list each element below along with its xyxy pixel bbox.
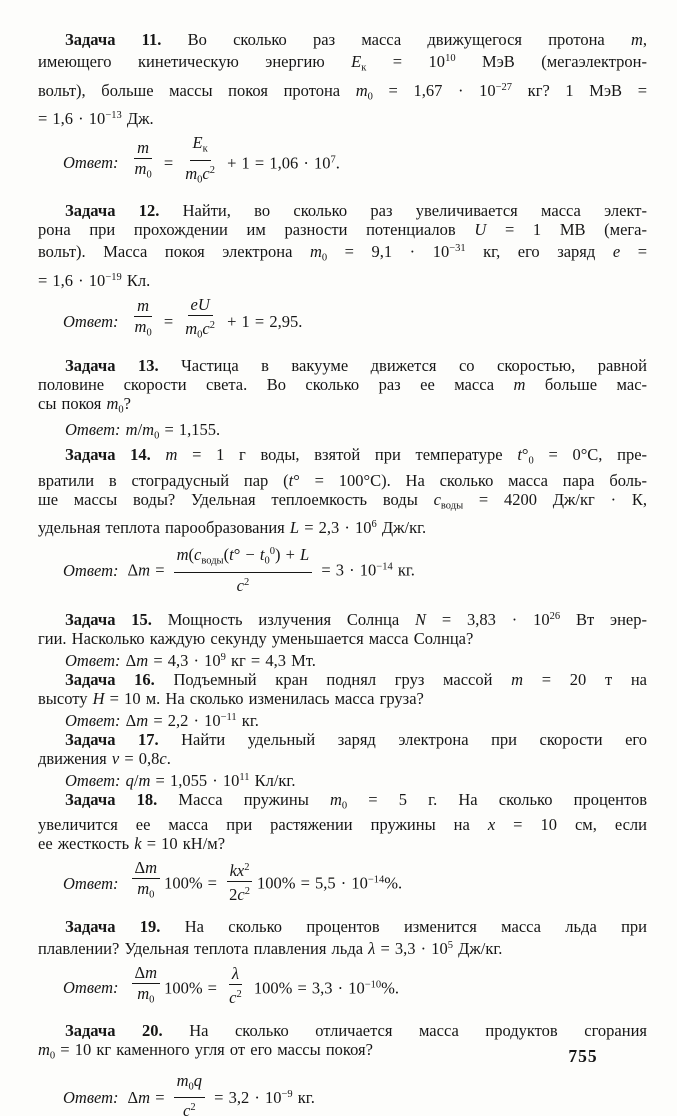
statement-line [38,445,647,471]
text-run: m [136,650,149,670]
answer-formula [63,858,647,908]
fraction-denominator [134,984,157,1010]
text-run: Δ [125,650,137,670]
text-run: λ [231,964,239,984]
text-run [151,445,166,464]
text-run: движения [38,748,112,768]
text-run: 100% = 5,5 · 10 [256,873,368,893]
text-run: = 3,83 · 10 [426,609,550,629]
text-run: = 5 г. На сколько процентов [347,789,647,809]
statement-line [38,1040,647,1066]
text-run: c [194,545,202,564]
text-run: Δ [127,1087,139,1107]
text-run: ( [188,545,195,564]
statement-line [38,394,647,420]
text-run: E [351,52,362,71]
text-run: кг. [392,560,415,580]
statement-line [38,730,647,749]
text-run: m [138,770,151,790]
fraction [182,296,218,345]
text-run: m [137,983,150,1003]
text-run: −9 [281,1088,293,1100]
text-run: = 4200 Дж/кг · К, [463,489,647,509]
text-run: 10 [445,53,456,64]
page-content [38,30,647,1116]
text-run: = [150,1087,170,1107]
text-run: Задача 14. [65,445,151,464]
text-run: ° [521,445,529,464]
text-run: + 1 = 1,06 · 10 [222,153,331,173]
text-run: Ответ: [65,419,126,439]
text-run: Дж/кг. [376,518,427,537]
text-run: = 1,055 · 10 [150,770,240,790]
text-run: 0 [528,455,534,467]
text-run: = 1 МВ (мега- [486,220,647,239]
statement-line [38,515,647,537]
text-run: 0 [146,169,152,181]
fraction-denominator [182,161,218,190]
text-run: вольт), больше массы покоя протона [38,80,356,100]
text-run: На сколько отличается масса продуктов сгорания [162,1021,647,1040]
text-run: 6 [371,519,377,530]
text-run: = 1,6 · 10 [38,109,106,128]
text-run: Задача 15. [65,609,152,629]
text-run: m [38,1040,50,1059]
text-run: = 9,1 · 10 [327,242,450,261]
text-run: Ответ: [63,978,119,998]
text-run: 26 [549,610,561,622]
page-number: 755 [568,1046,598,1066]
text-run: . [335,153,340,173]
text-run: m [138,560,151,580]
text-run: На сколько процентов изменится масса льда при [160,916,648,936]
text-run: МэВ (мегаэлектрон- [455,52,647,71]
text-run: 0 [118,404,124,416]
statement-line [38,375,647,394]
text-run: N [415,609,427,629]
text-run: λ [368,938,376,958]
text-run: больше мас- [525,375,648,394]
text-run: −10 [364,979,382,991]
text-run: вольт). Масса покоя электрона [38,242,310,261]
text-run: m [513,375,526,394]
text-run: плавлении? Удельная теплота плавления льда [38,938,369,958]
text-run: c [202,163,210,183]
text-run: %. [381,978,400,998]
fraction-numerator [132,859,161,879]
text-run: Задача 13. [65,356,159,375]
text-run: = 3,2 · 10 [209,1087,282,1107]
text-run: Задача 11. [65,30,162,49]
text-run: Дж. [121,109,154,128]
text-run: = 4,3 · 10 [148,650,221,670]
fraction-denominator [182,316,218,345]
statement-line [38,815,647,834]
text-run: m [106,394,119,413]
text-run: m [355,80,368,100]
text-run: m [145,858,158,877]
statement-line [38,239,647,268]
text-run: −11 [220,711,237,723]
text-run: . [166,748,171,768]
text-run: / [133,770,139,790]
text-run: 0 [154,430,160,441]
statement-line [38,834,647,853]
text-run: 100% = [164,873,223,893]
text-run: Дж/кг. [453,938,503,958]
text-run: ) + [274,545,301,564]
text-run: m [136,710,149,730]
text-run: E [192,133,203,152]
text-run: Ответ: [65,650,126,670]
text-run: = 10 [366,52,446,71]
text-run: имеющего кинетическую энергию [38,52,352,71]
text-run: Подъемный кран поднял груз массой [154,669,512,689]
fraction-numerator [227,859,253,882]
answer-line [38,768,647,790]
text-run: 0 [146,327,152,339]
text-run: = 10 кг каменного угля от его массы покоя? [55,1040,373,1059]
fraction [132,297,155,343]
fraction [132,139,155,185]
answer-formula [63,1070,647,1116]
text-run: m [185,163,198,183]
statement-line [38,220,647,239]
text-run: kx [229,861,245,881]
text-run: −27 [495,81,513,93]
text-run: = 0,8 [119,748,160,768]
fraction [226,965,245,1007]
fraction [132,859,161,905]
text-run: сы покоя [38,394,107,413]
text-run: Ответ: [65,710,126,730]
text-run: eU [190,294,210,314]
fraction [174,1072,205,1116]
text-run: воды [201,555,224,567]
statement-line [38,749,647,768]
text-run: половине скорости света. Во сколько раз ее масса [38,375,514,394]
fraction-denominator [180,1098,199,1116]
fraction [132,964,161,1010]
text-run: m [630,30,643,49]
text-run: 9 [220,651,226,663]
text-run: = 20 т на [523,669,648,689]
text-run: 100% = 3,3 · 10 [248,978,365,998]
fraction-numerator [174,543,313,573]
statement-line [38,356,647,375]
text-run: Ответ: [63,560,119,580]
text-run: кг, его заряд [465,242,613,261]
text-run: = 10 кН/м? [141,834,226,853]
text-run: = [158,153,179,173]
statement-line [38,78,647,107]
text-run: 2 [209,319,215,331]
text-run: = [150,560,170,580]
fraction-denominator [132,159,155,185]
text-run: 0 [149,889,155,901]
text-run: Масса пружины [157,789,330,809]
text-run: q [125,770,134,790]
statement-line [38,201,647,220]
text-run: Вт энер- [560,609,647,629]
text-run: c [229,988,237,1008]
text-run: Во сколько раз масса движущегося протона [161,30,631,49]
text-run: m [185,318,198,338]
answer-line [38,420,647,446]
text-run: e [612,242,621,261]
text-run: Ответ: [63,153,119,173]
text-run: 2 [236,989,242,1001]
text-run: Частица в вакууме движется со скоростью, равной [158,356,648,375]
text-run: −19 [105,271,122,283]
text-run: увеличится ее масса при растяжении пружины на [38,815,488,834]
text-run: c [202,318,210,338]
text-run: Ответ: [63,311,119,331]
answer-formula [63,546,647,598]
fraction-numerator [190,134,211,161]
text-run: 7 [330,154,336,166]
text-run: m [134,317,147,336]
answer-formula [63,962,647,1013]
text-run: m [176,545,189,564]
text-run: + 1 = 2,95. [222,311,303,331]
text-run: кг. [236,710,259,730]
fraction-denominator [226,882,253,904]
text-run: c [433,489,441,509]
text-run: Кл/кг. [249,770,296,790]
text-run: = [620,242,647,261]
text-run: 11 [239,771,250,783]
fraction-numerator [134,297,152,317]
text-run: , [642,30,647,49]
text-run: = [158,311,179,331]
text-run: L [300,545,310,564]
fraction-numerator [229,965,242,985]
text-run: q [193,1070,203,1090]
text-run: t [259,545,265,564]
answer-line [38,648,647,670]
fraction [174,543,313,595]
statement-line [38,49,647,78]
statement-line [38,670,647,689]
statement-line [38,790,647,816]
text-run: Задача 20. [65,1021,163,1040]
text-run: 5 [447,939,454,951]
text-run: = 2,2 · 10 [148,710,221,730]
text-run: 2 [209,164,215,176]
text-run: H [92,688,105,708]
statement-line [38,917,647,936]
text-run: m [137,879,150,898]
statement-line [38,629,647,648]
text-run: m [329,789,342,809]
text-run: 0 [321,252,328,264]
text-run: Δ [127,560,139,580]
text-run: %. [384,873,403,893]
text-run: кг = 4,3 Мт. [225,650,316,670]
text-run: Δ [125,710,137,730]
text-run: −14 [376,561,393,573]
text-run: ше массы воды? Удельная теплоемкость воды [38,489,434,509]
text-run: 2 [244,886,250,898]
answer-formula [63,294,647,348]
text-run: 100% = [164,978,223,998]
text-run: 0 [367,91,373,102]
text-run: m [142,419,155,439]
text-run: t [517,445,522,464]
text-run: = 10 м. На сколько изменилась масса груза? [104,688,424,708]
text-run: Задача 18. [65,789,158,809]
text-run: Найти, во сколько раз увеличивается масса элект- [159,201,647,220]
text-run: = 1,67 · 10 [372,80,496,100]
text-run: гии. Насколько каждую секунду уменьшается масса Солнца? [38,628,474,648]
text-run: −14 [367,874,385,886]
text-run: Задача 16. [65,669,155,689]
answer-line [38,708,647,730]
text-run: ° = 100°С). На сколько масса пара боль- [293,470,647,490]
statement-line [38,106,647,128]
text-run: 0 [341,800,348,811]
fraction-numerator [188,296,213,316]
text-run: t [288,470,294,490]
text-run: m [165,445,178,464]
text-run: кг. [292,1087,315,1107]
text-run: c [159,748,167,768]
text-run: ? [123,394,131,413]
text-run: ( [223,545,230,564]
text-run: m [137,296,150,315]
text-run: ° [233,545,241,564]
text-run: Найти удельный заряд электрона при скорости его [158,729,647,749]
text-run: m [176,1070,189,1090]
text-run: Кл. [121,270,151,290]
statement-line [38,268,647,290]
text-run: m [125,419,138,439]
text-run: / [137,419,143,439]
text-run: U [474,220,487,239]
text-run: высоту [38,688,93,708]
statement-line [38,1021,647,1040]
text-run: c [237,885,245,905]
fraction [226,859,253,904]
text-run: c [236,575,244,595]
text-run: 2 [243,576,250,588]
text-run: 0 [264,555,270,567]
fraction-denominator [234,573,253,595]
text-run: рона при прохождении им разности потенциалов [38,220,475,239]
text-run: к [361,62,367,74]
text-run: 2 [244,862,250,874]
text-run: Задача 12. [65,201,160,220]
text-run: = 1,155. [159,419,221,439]
text-run: L [289,518,300,537]
statement-line [38,689,647,708]
fraction-denominator [132,317,155,343]
fraction-denominator [226,985,245,1007]
text-run: −31 [449,243,466,254]
text-run: кг? 1 МэВ = [512,80,647,100]
text-run: m [134,158,147,178]
text-run: t [229,545,234,564]
text-run: 0 [188,1081,194,1092]
fraction-numerator [132,964,161,984]
fraction [182,134,218,189]
text-run: = 10 см, если [495,815,647,834]
text-run: Задача 17. [65,729,159,749]
fraction-numerator [174,1072,205,1099]
answer-formula [63,133,647,192]
text-run: 0 [49,1050,56,1062]
fraction-numerator [134,139,152,159]
text-run: c [183,1101,191,1116]
text-run: вратили в стоградусный пар ( [38,470,289,490]
text-run: k [134,834,142,853]
text-run: = 2,3 · 10 [299,518,372,537]
text-run: 0 [269,546,275,557]
statement-line [38,471,647,490]
text-run: − [240,545,260,564]
text-run: m [138,1087,151,1107]
text-run: m [309,242,322,261]
text-run: Ответ: [63,1087,119,1107]
statement-line [38,936,647,958]
text-run: 0 [149,994,155,1005]
text-run: Ответ: [65,770,126,790]
text-run: = 3,3 · 10 [375,938,448,958]
text-run: 2 [229,885,238,905]
text-run: v [111,748,120,768]
text-run: 0 [197,329,203,340]
text-run: m [145,962,158,982]
text-run: = 0°С, пре- [533,445,648,464]
text-run: = 3 · 10 [316,560,377,580]
text-run: m [511,669,524,689]
text-run: Δ [134,858,146,877]
text-run: воды [440,500,464,511]
text-run: Ответ: [63,873,119,893]
text-run: удельная теплота парообразования [38,518,290,537]
text-run: = 1 г воды, взятой при температуре [177,445,518,464]
fraction-denominator [134,879,157,905]
text-run: m [137,137,150,157]
statement-line [38,490,647,516]
statement-line [38,607,647,629]
text-run: −13 [105,110,122,121]
text-run: Δ [134,962,146,982]
text-run: 0 [197,174,203,185]
text-run: ее жесткость [38,834,135,853]
text-run: Мощность излучения Солнца [151,609,416,629]
text-run: Задача 19. [65,916,161,936]
text-run: = 1,6 · 10 [38,270,106,290]
text-run: к [202,143,208,155]
text-run: x [487,815,496,834]
text-run: 2 [190,1102,196,1113]
statement-line [38,30,647,49]
